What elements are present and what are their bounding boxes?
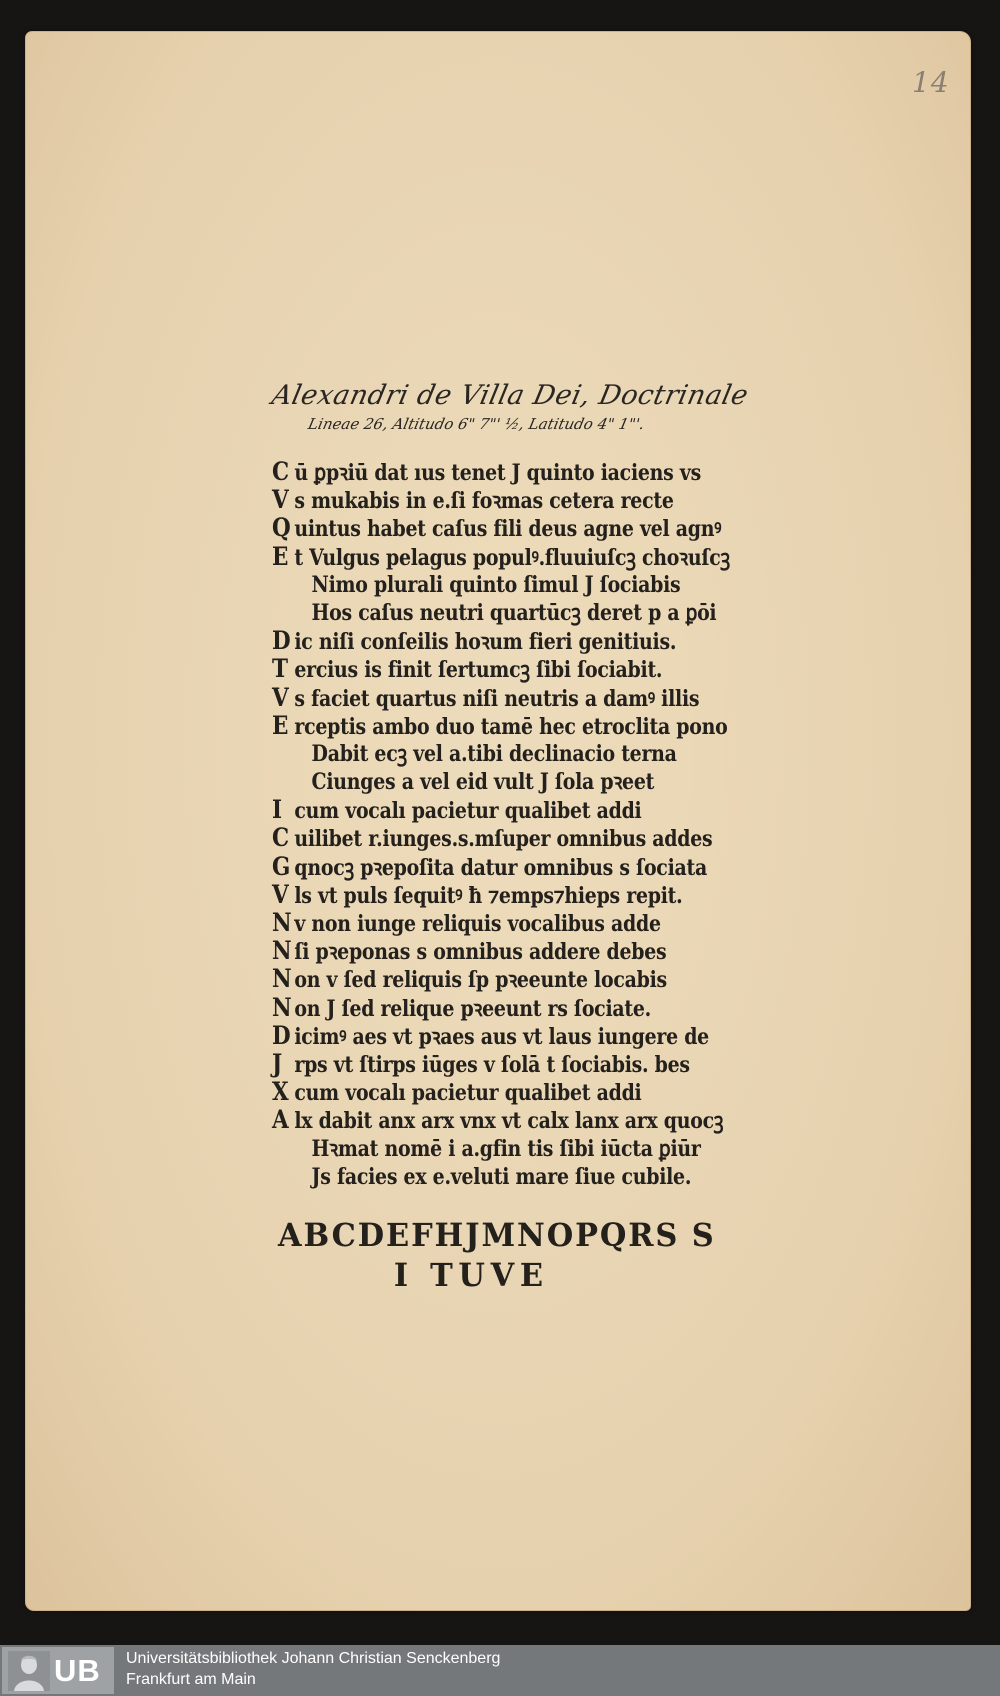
heading-title: Alexandri de Villa Dei, Doctrinale [269, 380, 752, 411]
verse-initial: J [272, 1048, 282, 1078]
verse-initial: A [272, 1105, 289, 1135]
verse-text: uintus habet caſus fili deus agne vel agnꝰ [294, 516, 722, 543]
folio-number: 14 [912, 66, 950, 99]
alphabet-row-2: I TUVE [393, 1256, 549, 1294]
verse-initial: D [272, 1020, 291, 1050]
verse-initial: C [272, 823, 289, 853]
verse-line [272, 571, 681, 599]
library-logo[interactable] [2, 1647, 114, 1694]
verse-text: s mukabis in e.ſi foꝛmas cetera recte [294, 488, 674, 515]
verse-initial: C [272, 457, 289, 486]
verse-initial: N [272, 992, 292, 1022]
verse-line [272, 513, 722, 543]
verse-line [272, 486, 676, 514]
verse-text: rceptis ambo duo tamē hec etroclita pono [294, 713, 728, 740]
verse-line [272, 909, 676, 937]
portrait-icon [8, 1651, 50, 1691]
verse-line [272, 796, 676, 824]
heading [264, 380, 752, 433]
verse-line [272, 1078, 676, 1106]
verse-line [272, 599, 717, 627]
verse-text: Hꝛmat nomē i a.gfin tis ſibi iūcta ꝑiūr [311, 1135, 701, 1162]
verse-line [272, 851, 707, 881]
alphabet-row-1: ABCDEFHJMNOPQRS S [278, 1216, 716, 1254]
verse-text: Hos caſus neutri quartūcꝫ deret p a ꝑōi [311, 599, 717, 626]
verse-text: t Vulgus pelagus populꝰ.fluuiuſcꝫ choꝛuſcꝫ [294, 544, 730, 571]
verse-text: on J ſed relique pꝛeeunt rs ſociate. [294, 995, 651, 1022]
verse-initial: V [272, 682, 289, 712]
verse-line [272, 1163, 692, 1191]
verse-line [272, 823, 713, 853]
verse-text: Dabit ecꝫ vel a.tibi declinacio terna [311, 740, 677, 767]
verse-initial: N [272, 936, 292, 966]
verse-text: ic niſi conſeilis hoꝛum fieri genitiuis. [294, 629, 677, 656]
verse-text: on v ſed reliquis ſp pꝛeeunte locabis [294, 967, 667, 994]
verse-line [272, 710, 728, 740]
verse-line [272, 682, 700, 712]
verse-line [272, 541, 730, 571]
verse-text: rps vt ſtirps iūges v ſolā t ſociabis. bes [294, 1051, 690, 1078]
verse-text: Nimo plurali quinto ſimul J ſociabis [311, 571, 681, 598]
verse-line [272, 879, 683, 909]
verse-line [272, 965, 676, 993]
verse-line [272, 1135, 701, 1163]
verse-text: v non iunge reliquis vocalibus adde [294, 911, 661, 937]
verse-initial: G [272, 851, 291, 881]
verse-initial: Q [272, 513, 291, 543]
verse-initial: E [272, 710, 289, 740]
heading-subtitle: Lineae 26, Altitudo 6" 7"' ½, Latitudo 4" 1"'. [306, 415, 647, 433]
verse-text: icimꝰ aes vt pꝛaes aus vt laus iungere de [294, 1023, 709, 1050]
library-location: Frankfurt am Main [126, 1671, 256, 1688]
verse-line [272, 655, 676, 683]
verse-initial: V [272, 485, 289, 515]
alphabet-block [278, 1215, 738, 1295]
library-name: Universitätsbibliothek Johann Christian Senckenberg [126, 1650, 501, 1667]
verse-initial: N [272, 908, 292, 937]
verse-initial: I [272, 795, 282, 825]
footer-bar [0, 1645, 1000, 1696]
verse-initial: N [272, 964, 292, 994]
verse-text: Ciunges a vel eid vult J ſola pꝛeet [311, 769, 655, 796]
verse-text: cum vocalı pacietur qualibet addi [294, 798, 642, 825]
verse-text: ercius is finit ſertumcꝫ ſibi ſociabit. [294, 657, 663, 684]
verse-line [272, 994, 676, 1022]
verse-initial: D [272, 626, 291, 656]
logo-text: UB [54, 1653, 101, 1688]
verse-initial: V [272, 879, 289, 909]
verse-text: lx dabit anx arx vnx vt calx lanx arx quocꝫ [294, 1108, 724, 1135]
verse-text: ū ꝑpꝛiū dat ıus tenet J quinto iaciens vs [294, 460, 702, 486]
verse-line [272, 740, 676, 768]
text-block [272, 458, 742, 1191]
verse-text: s faciet quartus niſi neutris a damꝰ illis [294, 685, 700, 712]
verse-line [272, 457, 702, 486]
verse-line [272, 1020, 709, 1050]
verse-line [272, 768, 676, 796]
verse-line [272, 1105, 724, 1135]
verse-initial: E [272, 541, 289, 571]
verse-line [272, 1048, 690, 1078]
verse-text: cum vocalı pacietur qualibet addi [294, 1080, 642, 1107]
verse-text: Js facies ex e.veluti mare ſiue cubile. [311, 1163, 692, 1190]
verse-line [272, 937, 676, 965]
verse-text: ſi pꝛeponas s omnibus addere debes [294, 939, 667, 966]
verse-text: qnocꝫ pꝛepoſita datur omnibus s ſociata [294, 854, 707, 881]
verse-line [272, 627, 676, 655]
verse-initial: X [272, 1077, 289, 1107]
verse-text: uilibet r.iunges.s.mſuper omnibus addes [294, 826, 713, 853]
verse-text: ls vt puls ſequitꝰ ħ ⁊emps⁊hieps repit. [294, 882, 683, 909]
verse-initial: T [272, 654, 288, 684]
